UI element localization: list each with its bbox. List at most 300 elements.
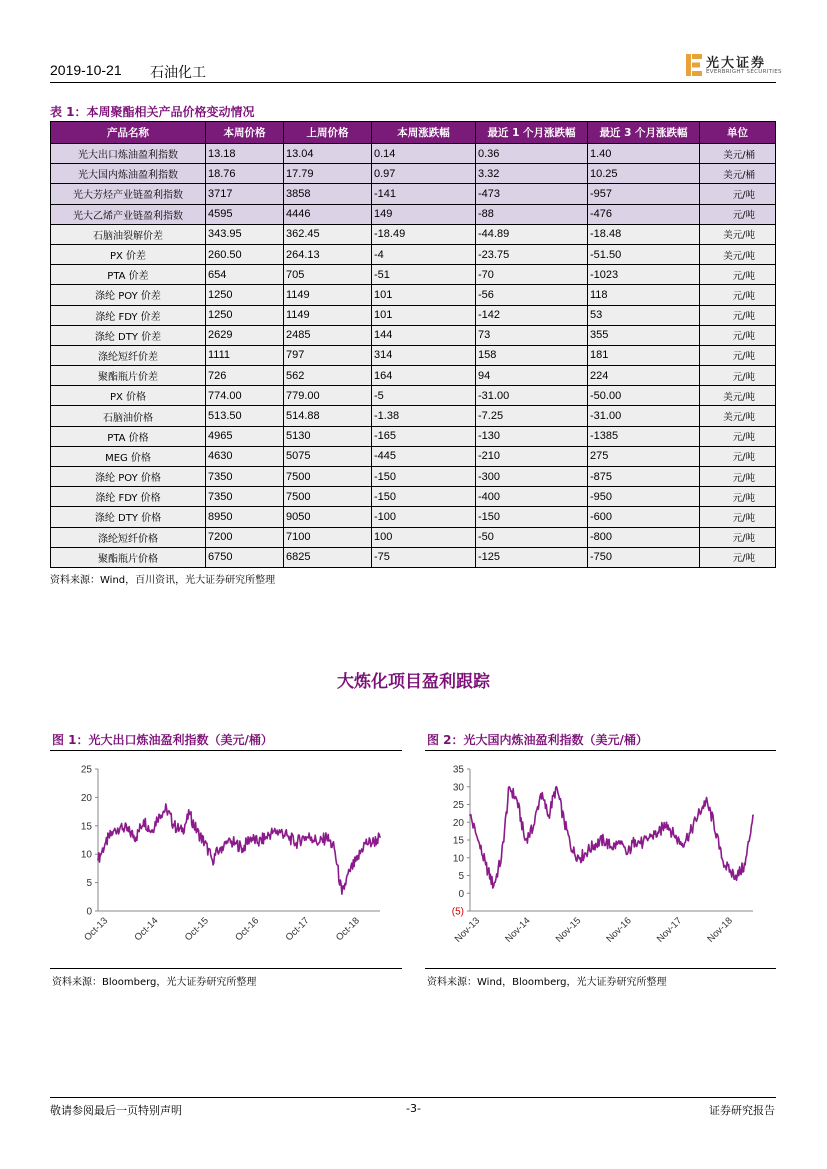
unit-cell: 美元/桶 [700,144,776,164]
data-point [516,800,518,802]
data-point [272,831,274,833]
data-point [372,842,374,844]
table-row [51,547,776,567]
data-point [120,825,122,827]
y-tick-label: 30 [452,782,464,794]
weekly-change-cell: 314 [372,345,476,365]
unit-cell: 美元/吨 [700,224,776,244]
data-point [587,850,589,852]
weekly-change-cell: -100 [372,507,476,527]
table-row [51,366,776,386]
data-point [303,836,305,838]
this-week-price-cell: 1250 [206,285,284,305]
last-week-price-cell: 562 [284,366,372,386]
product-name-cell: 涤纶 DTY 价差 [51,325,206,345]
y-tick-label: 20 [452,817,464,829]
data-point [524,839,526,841]
data-point [752,814,754,816]
product-name-cell: 聚酯瓶片价差 [51,366,206,386]
table-column-header: 上周价格 [284,122,372,144]
data-point [128,831,130,833]
table-row [51,265,776,285]
this-week-price-cell: 774.00 [206,386,284,406]
one-month-change-cell: -473 [476,184,588,204]
x-tick-label: Oct-14 [132,915,161,944]
data-point [204,842,206,844]
data-point [311,836,313,838]
three-month-change-cell: 53 [588,305,700,325]
unit-cell: 元/吨 [700,446,776,466]
data-point [626,853,628,855]
data-point [571,850,573,852]
product-name-cell: 涤纶 FDY 价格 [51,487,206,507]
x-tick-label: Nov-17 [654,915,685,945]
logo-text-en: EVERBRIGHT SECURITIES [706,69,782,75]
table-column-header: 本周价格 [206,122,284,144]
data-point [509,786,511,788]
figure-1-source: 资料来源：Bloomberg，光大证券研究所整理 [52,977,257,988]
table-row [51,224,776,244]
three-month-change-cell: 181 [588,345,700,365]
this-week-price-cell: 4965 [206,426,284,446]
product-name-cell: 涤纶 POY 价差 [51,285,206,305]
weekly-change-cell: 144 [372,325,476,345]
unit-cell: 元/吨 [700,487,776,507]
data-point [666,821,668,823]
last-week-price-cell: 13.04 [284,144,372,164]
y-tick-label: 35 [452,764,464,776]
one-month-change-cell: -88 [476,204,588,224]
data-point [158,814,160,816]
product-name-cell: 涤纶 DTY 价格 [51,507,206,527]
data-point [181,831,183,833]
unit-cell: 元/吨 [700,265,776,285]
data-point [364,842,366,844]
x-tick-label: Oct-13 [82,915,111,944]
data-point [548,814,550,816]
last-week-price-cell: 4446 [284,204,372,224]
this-week-price-cell: 4595 [206,204,284,224]
data-point [674,836,676,838]
product-name-cell: 涤纶短纤价差 [51,345,206,365]
last-week-price-cell: 7500 [284,467,372,487]
table-source: 资料来源：Wind，百川资讯，光大证券研究所整理 [50,575,276,586]
one-month-change-cell: -300 [476,467,588,487]
last-week-price-cell: 514.88 [284,406,372,426]
y-tick-label: 20 [80,792,92,804]
data-point [493,885,495,887]
figure-2-chart [425,752,776,967]
one-month-change-cell: -23.75 [476,244,588,264]
data-point [189,814,191,816]
this-week-price-cell: 7350 [206,467,284,487]
data-point [173,825,175,827]
data-point [379,836,381,838]
unit-cell: 元/吨 [700,366,776,386]
one-month-change-cell: 0.36 [476,144,588,164]
three-month-change-cell: -950 [588,487,700,507]
unit-cell: 元/吨 [700,325,776,345]
data-point [713,821,715,823]
data-point [556,786,558,788]
data-point [288,836,290,838]
table-row [51,204,776,224]
product-name-cell: 光大乙烯产业链盈利指数 [51,204,206,224]
data-point [619,843,621,845]
weekly-change-cell: -5 [372,386,476,406]
product-name-cell: PTA 价差 [51,265,206,285]
logo-text-cn: 光大证券 [706,56,767,71]
product-name-cell: PX 价差 [51,244,206,264]
data-point [579,857,581,859]
data-point [540,793,542,795]
this-week-price-cell: 6750 [206,547,284,567]
this-week-price-cell: 18.76 [206,164,284,184]
x-tick-label: Nov-16 [604,915,634,945]
data-point [341,893,343,895]
product-name-cell: 光大出口炼油盈利指数 [51,144,206,164]
three-month-change-cell: -800 [588,527,700,547]
data-point [642,843,644,845]
weekly-change-cell: -4 [372,244,476,264]
three-month-change-cell: 1.40 [588,144,700,164]
this-week-price-cell: 8950 [206,507,284,527]
one-month-change-cell: -150 [476,507,588,527]
this-week-price-cell: 2629 [206,325,284,345]
weekly-change-cell: 100 [372,527,476,547]
data-point [196,831,198,833]
table-row [51,285,776,305]
this-week-price-cell: 13.18 [206,144,284,164]
y-tick-label: 15 [452,835,464,847]
weekly-change-cell: -445 [372,446,476,466]
product-name-cell: MEG 价格 [51,446,206,466]
data-point [234,842,236,844]
three-month-change-cell: -1385 [588,426,700,446]
data-point [105,842,107,844]
data-point [595,843,597,845]
data-point [501,857,503,859]
footer-disclaimer: 敬请参阅最后一页特别声明 [50,1104,182,1117]
last-week-price-cell: 705 [284,265,372,285]
x-tick-label: Oct-17 [283,915,312,944]
weekly-change-cell: 101 [372,285,476,305]
table-row [51,467,776,487]
unit-cell: 元/吨 [700,204,776,224]
figure-1-top-rule [50,750,402,751]
three-month-change-cell: 10.25 [588,164,700,184]
figure-2-bottom-rule [425,968,776,969]
last-week-price-cell: 5075 [284,446,372,466]
unit-cell: 元/吨 [700,547,776,567]
figure-2-title: 图 2：光大国内炼油盈利指数（美元/桶） [427,733,648,747]
table-row [51,507,776,527]
one-month-change-cell: 3.32 [476,164,588,184]
last-week-price-cell: 7100 [284,527,372,547]
y-tick-label: 10 [80,849,92,861]
last-week-price-cell: 1149 [284,285,372,305]
table-row [51,487,776,507]
last-week-price-cell: 6825 [284,547,372,567]
table-row [51,426,776,446]
three-month-change-cell: 118 [588,285,700,305]
data-point [227,842,229,844]
product-name-cell: 石脑油价格 [51,406,206,426]
unit-cell: 美元/吨 [700,386,776,406]
y-tick-label: 0 [458,888,464,900]
last-week-price-cell: 17.79 [284,164,372,184]
weekly-change-cell: -75 [372,547,476,567]
last-week-price-cell: 779.00 [284,386,372,406]
data-point [681,843,683,845]
one-month-change-cell: -70 [476,265,588,285]
weekly-change-cell: 0.14 [372,144,476,164]
product-name-cell: PTA 价格 [51,426,206,446]
this-week-price-cell: 260.50 [206,244,284,264]
section-title: 大炼化项目盈利跟踪 [337,672,490,692]
this-week-price-cell: 654 [206,265,284,285]
y-tick-label: 5 [458,871,464,882]
weekly-change-cell: 101 [372,305,476,325]
data-point [280,831,282,833]
data-point [135,836,137,838]
product-name-cell: 石脑油裂解价差 [51,224,206,244]
data-point [564,821,566,823]
data-point [349,870,351,872]
this-week-price-cell: 7350 [206,487,284,507]
product-name-cell: 涤纶短纤价格 [51,527,206,547]
last-week-price-cell: 3858 [284,184,372,204]
this-week-price-cell: 7200 [206,527,284,547]
product-name-cell: 涤纶 POY 价格 [51,467,206,487]
figure-1-bottom-rule [50,968,402,969]
unit-cell: 元/吨 [700,345,776,365]
data-point [532,829,534,831]
table-row [51,305,776,325]
one-month-change-cell: -142 [476,305,588,325]
data-point [356,859,358,861]
table-row [51,184,776,204]
table-column-header: 最近 1 个月涨跌幅 [476,122,588,144]
product-name-cell: 涤纶 FDY 价差 [51,305,206,325]
figure-2-top-rule [425,750,776,751]
three-month-change-cell: -1023 [588,265,700,285]
three-month-change-cell: 355 [588,325,700,345]
data-point [151,831,153,833]
table-column-header: 产品名称 [51,122,206,144]
weekly-change-cell: -150 [372,467,476,487]
y-tick-label: 0 [86,906,92,918]
data-point [697,814,699,816]
this-week-price-cell: 3717 [206,184,284,204]
y-tick-label: 25 [80,764,92,776]
footer-report-type: 证券研究报告 [709,1104,775,1117]
unit-cell: 美元/桶 [700,164,776,184]
data-point [650,836,652,838]
data-point [689,832,691,834]
unit-cell: 元/吨 [700,426,776,446]
last-week-price-cell: 2485 [284,325,372,345]
this-week-price-cell: 4630 [206,446,284,466]
data-point [721,857,723,859]
unit-cell: 美元/吨 [700,244,776,264]
last-week-price-cell: 9050 [284,507,372,527]
last-week-price-cell: 797 [284,345,372,365]
footer-divider [50,1097,776,1098]
table-row [51,164,776,184]
weekly-change-cell: -1.38 [372,406,476,426]
table-row [51,406,776,426]
data-point [295,842,297,844]
unit-cell: 元/吨 [700,527,776,547]
header-divider [50,82,776,83]
page-number: -3- [406,1102,421,1115]
data-point [318,842,320,844]
table-body [51,144,776,568]
x-tick-label: Oct-18 [333,915,362,944]
three-month-change-cell: -476 [588,204,700,224]
one-month-change-cell: -125 [476,547,588,567]
weekly-change-cell: -150 [372,487,476,507]
table-row [51,144,776,164]
data-point [212,859,214,861]
data-point [658,832,660,834]
three-month-change-cell: -51.50 [588,244,700,264]
company-logo [686,52,782,80]
weekly-change-cell: -18.49 [372,224,476,244]
one-month-change-cell: -400 [476,487,588,507]
product-name-cell: 聚酯瓶片价格 [51,547,206,567]
logo-mark-icon [686,54,702,76]
three-month-change-cell: 275 [588,446,700,466]
unit-cell: 元/吨 [700,285,776,305]
last-week-price-cell: 362.45 [284,224,372,244]
this-week-price-cell: 1111 [206,345,284,365]
x-tick-label: Oct-16 [233,915,262,944]
one-month-change-cell: -44.89 [476,224,588,244]
table-row [51,527,776,547]
three-month-change-cell: -600 [588,507,700,527]
series-line [470,787,753,888]
unit-cell: 元/吨 [700,305,776,325]
one-month-change-cell: -31.00 [476,386,588,406]
last-week-price-cell: 264.13 [284,244,372,264]
weekly-change-cell: -141 [372,184,476,204]
table-title: 表 1：本周聚酯相关产品价格变动情况 [50,105,255,119]
y-tick-label: 15 [80,821,92,833]
report-date: 2019-10-21 [50,62,122,78]
this-week-price-cell: 343.95 [206,224,284,244]
data-point [634,839,636,841]
y-tick-label: (5) [451,906,464,918]
one-month-change-cell: 94 [476,366,588,386]
x-tick-label: Oct-15 [182,915,211,944]
data-point [265,836,267,838]
data-point [97,859,99,861]
one-month-change-cell: -130 [476,426,588,446]
three-month-change-cell: -31.00 [588,406,700,426]
this-week-price-cell: 726 [206,366,284,386]
table-column-header: 单位 [700,122,776,144]
this-week-price-cell: 513.50 [206,406,284,426]
data-point [242,848,244,850]
weekly-change-cell: -51 [372,265,476,285]
table-row [51,325,776,345]
one-month-change-cell: 73 [476,325,588,345]
three-month-change-cell: 224 [588,366,700,386]
weekly-change-cell: 164 [372,366,476,386]
y-tick-label: 5 [86,878,92,890]
data-point [477,839,479,841]
data-point [469,814,471,816]
three-month-change-cell: -957 [588,184,700,204]
three-month-change-cell: -18.48 [588,224,700,244]
this-week-price-cell: 1250 [206,305,284,325]
table-row [51,386,776,406]
price-change-table [50,121,776,568]
data-point [485,864,487,866]
last-week-price-cell: 1149 [284,305,372,325]
data-point [744,864,746,866]
data-point [729,871,731,873]
table-row [51,446,776,466]
x-tick-label: Nov-18 [705,915,735,945]
y-tick-label: 25 [452,800,464,811]
y-tick-label: 10 [452,853,464,865]
x-tick-label: Nov-14 [503,915,533,945]
one-month-change-cell: -56 [476,285,588,305]
one-month-change-cell: -50 [476,527,588,547]
unit-cell: 美元/吨 [700,406,776,426]
product-name-cell: 光大国内炼油盈利指数 [51,164,206,184]
three-month-change-cell: -750 [588,547,700,567]
unit-cell: 元/吨 [700,467,776,487]
last-week-price-cell: 7500 [284,487,372,507]
last-week-price-cell: 5130 [284,426,372,446]
weekly-change-cell: 149 [372,204,476,224]
data-point [611,846,613,848]
x-tick-label: Nov-13 [452,915,483,945]
table-column-header: 最近 3 个月涨跌幅 [588,122,700,144]
product-name-cell: PX 价格 [51,386,206,406]
data-point [736,875,738,877]
table-row [51,345,776,365]
figure-2-source: 资料来源：Wind，Bloomberg，光大证券研究所整理 [427,977,667,988]
weekly-change-cell: -165 [372,426,476,446]
x-tick-label: Nov-15 [553,915,584,945]
unit-cell: 元/吨 [700,184,776,204]
data-point [219,848,221,850]
figure-1-title: 图 1：光大出口炼油盈利指数（美元/桶） [52,733,273,747]
data-point [143,819,145,821]
one-month-change-cell: 158 [476,345,588,365]
report-category: 石油化工 [150,65,206,81]
three-month-change-cell: -875 [588,467,700,487]
one-month-change-cell: -210 [476,446,588,466]
product-name-cell: 光大芳烃产业链盈利指数 [51,184,206,204]
data-point [250,836,252,838]
data-point [166,808,168,810]
weekly-change-cell: 0.97 [372,164,476,184]
three-month-change-cell: -50.00 [588,386,700,406]
table-column-header: 本周涨跌幅 [372,122,476,144]
data-point [705,800,707,802]
series-line [98,804,380,894]
data-point [603,839,605,841]
data-point [333,848,335,850]
data-point [257,842,259,844]
table-header-row [51,122,776,144]
